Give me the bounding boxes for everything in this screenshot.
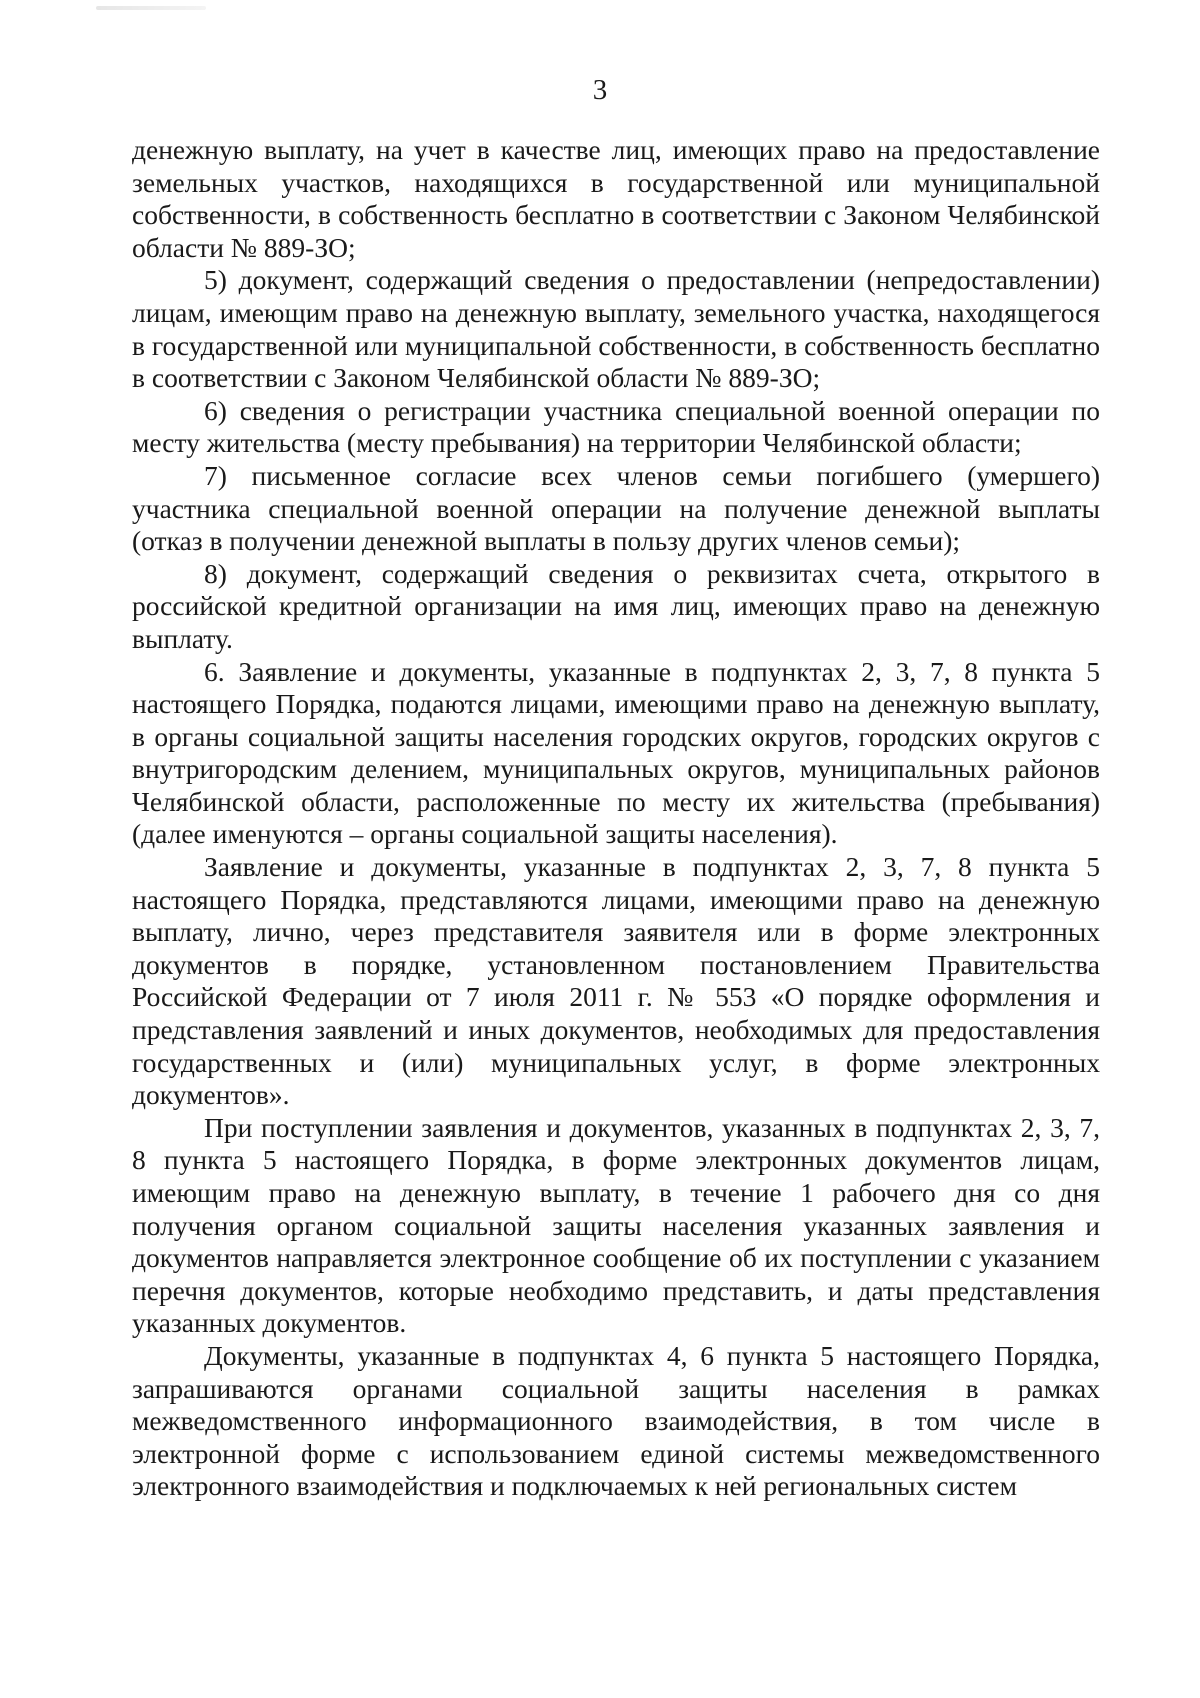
paragraph-item-6: 6) сведения о регистрации участника специальной военной операции по месту жительства (месту пребывания) на территории Челябинской области; bbox=[132, 394, 1100, 459]
document-body bbox=[132, 134, 1100, 1503]
page-number: 3 bbox=[592, 74, 608, 106]
paragraph-item-7: 7) письменное согласие всех членов семьи погибшего (умершего) участника специальной военной операции на получение денежной выплаты (отказ в получении денежной выплаты в пользу других членов семьи); bbox=[132, 459, 1100, 557]
paragraph-submission-methods: Заявление и документы, указанные в подпунктах 2, 3, 7, 8 пункта 5 настоящего Порядка, представляются лицами, имеющими право на денежную выплату, лично, через представителя заявителя или в форме электронных документов в порядке, установленном постановлением Правительства Российской Федерации от 7 июля 2011 г. № 553 «О порядке оформления и представления заявлений и иных документов, необходимых для предоставления государственных и (или) муниципальных услуг, в форме электронных документов». bbox=[132, 851, 1100, 1111]
paragraph-item-8: 8) документ, содержащий сведения о реквизитах счета, открытого в российской кредитной организации на имя лиц, имеющих право на денежную выплату. bbox=[132, 557, 1100, 654]
paragraph-continuation: денежную выплату, на учет в качестве лиц, имеющих право на предоставление земельных участков, находящихся в государственной или муниципальной собственности, в собственность бесплатно в соответствии с Законом Челябинской области № 889-ЗО; bbox=[132, 134, 1100, 263]
paragraph-item-5: 5) документ, содержащий сведения о предоставлении (непредоставлении) лицам, имеющим право на денежную выплату, земельного участка, находящегося в государственной или муниципальной собственности, в собственность бесплатно в соответствии с Законом Челябинской области № 889-ЗО; bbox=[132, 264, 1100, 394]
scan-artifact bbox=[96, 6, 206, 10]
paragraph-electronic-receipt: При поступлении заявления и документов, указанных в подпунктах 2, 3, 7, 8 пункта 5 настоящего Порядка, в форме электронных документов лицам, имеющим право на денежную выплату, в течение 1 рабочего дня со дня получения органом социальной защиты населения указанных заявления и документов направляется электронное сообщение об их поступлении с указанием перечня документов, которые необходимо представить, и даты представления указанных документов. bbox=[132, 1111, 1100, 1339]
paragraph-section-6: 6. Заявление и документы, указанные в подпунктах 2, 3, 7, 8 пункта 5 настоящего Порядка, подаются лицами, имеющими право на денежную выплату, в органы социальной защиты населения городских округов, городских округов с внутригородским делением, муниципальных округов, муниципальных районов Челябинской области, расположенные по месту их жительства (пребывания) (далее именуются – органы социальной защиты населения). bbox=[132, 655, 1100, 850]
paragraph-interagency-requests: Документы, указанные в подпунктах 4, 6 пункта 5 настоящего Порядка, запрашиваются органами социальной защиты населения в рамках межведомственного информационного взаимодействия, в том числе в электронной форме с использованием единой системы межведомственного электронного взаимодействия и подключаемых к ней региональных систем bbox=[132, 1339, 1100, 1502]
